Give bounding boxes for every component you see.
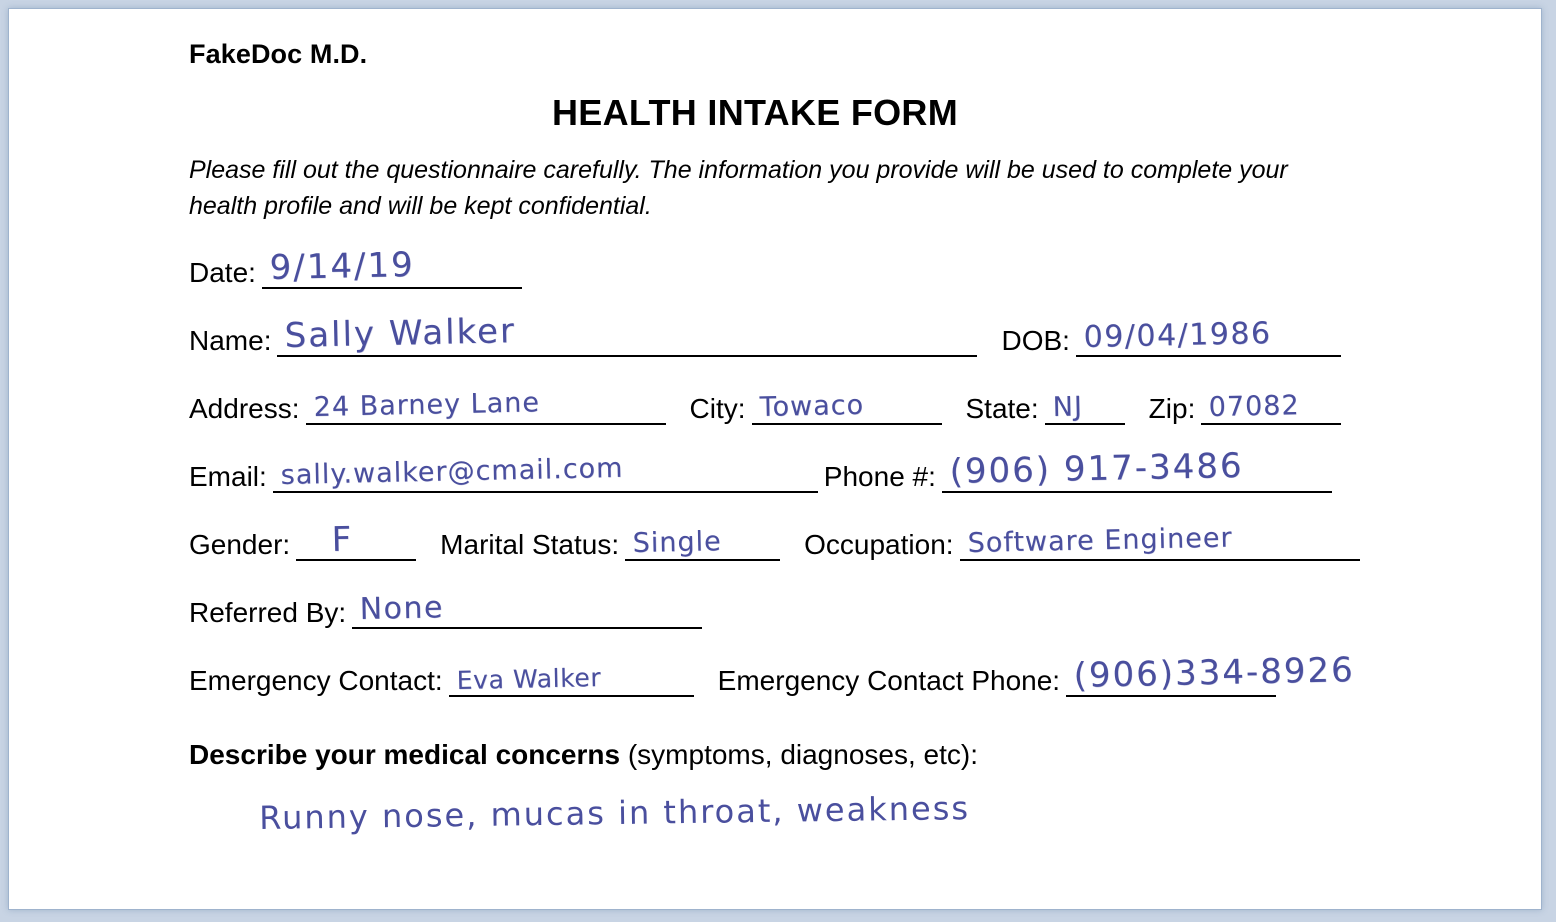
value-marital: Single [632, 525, 723, 559]
value-phone: (906) 917-3486 [949, 445, 1244, 492]
field-zip[interactable] [1201, 387, 1341, 425]
field-emergency-phone[interactable] [1066, 649, 1356, 697]
concerns-heading-bold: Describe your medical concerns [189, 738, 621, 770]
label-occupation: Occupation: [804, 528, 954, 560]
label-email: Email: [189, 460, 267, 492]
label-address: Address: [189, 392, 300, 424]
row-date [189, 244, 1501, 289]
row-name-dob [189, 310, 1501, 357]
value-referred: None [359, 589, 445, 627]
form-fields [189, 244, 1501, 697]
field-gender[interactable] [296, 519, 416, 561]
value-emergency-contact: Eva Walker [456, 662, 602, 695]
concerns-heading [189, 739, 1501, 771]
label-emergency-phone: Emergency Contact Phone: [717, 664, 1061, 696]
field-city[interactable] [752, 387, 942, 425]
value-dob: 09/04/1986 [1083, 315, 1272, 355]
field-name[interactable] [277, 310, 977, 357]
value-city: Towaco [758, 389, 864, 423]
label-phone: Phone #: [823, 460, 936, 492]
label-date: Date: [189, 256, 256, 288]
label-gender: Gender: [189, 528, 291, 560]
form-page [8, 8, 1542, 910]
row-address [189, 387, 1501, 425]
row-email-phone [189, 445, 1501, 493]
value-concerns: Runny nose, mucas in throat, weakness [259, 788, 971, 837]
field-address[interactable] [306, 387, 666, 425]
value-email: sally.walker@cmail.com [280, 452, 624, 491]
field-email[interactable] [273, 452, 818, 493]
doctor-name: FakeDoc M.D. [189, 39, 368, 69]
value-name: Sally Walker [284, 310, 517, 356]
field-marital[interactable] [625, 523, 780, 561]
field-emergency-contact[interactable] [449, 659, 694, 697]
field-dob[interactable] [1076, 315, 1341, 357]
value-zip: 07082 [1208, 389, 1301, 423]
value-occupation: Software Engineer [966, 521, 1233, 559]
value-state: NJ [1052, 390, 1083, 423]
value-gender: F [331, 519, 354, 560]
form-body [189, 39, 1501, 855]
label-dob: DOB: [1001, 324, 1070, 356]
row-gender-marital-occupation [189, 519, 1501, 561]
label-marital: Marital Status: [440, 528, 620, 560]
label-state: State: [965, 392, 1039, 424]
concerns-heading-rest: (symptoms, diagnoses, etc): [620, 738, 978, 770]
value-date: 9/14/19 [269, 244, 416, 288]
field-state[interactable] [1045, 387, 1125, 425]
row-referred [189, 591, 1501, 629]
form-instructions: Please fill out the questionnaire carefully. The information you provide will be used to complete your health profile and will be kept confidential. [189, 156, 1288, 221]
value-emergency-phone: (906)334-8926 [1073, 649, 1356, 696]
row-emergency [189, 649, 1501, 697]
label-city: City: [689, 392, 746, 424]
field-date[interactable] [262, 244, 522, 289]
field-phone[interactable] [942, 445, 1332, 493]
field-occupation[interactable] [960, 523, 1360, 561]
field-referred[interactable] [352, 591, 702, 629]
page-title: HEALTH INTAKE FORM [551, 92, 959, 133]
value-address: 24 Barney Lane [312, 386, 540, 423]
field-concerns[interactable] [189, 788, 1501, 855]
label-name: Name: [189, 324, 272, 356]
label-emergency-contact: Emergency Contact: [189, 664, 443, 696]
label-zip: Zip: [1148, 392, 1196, 424]
label-referred: Referred By: [189, 596, 347, 628]
